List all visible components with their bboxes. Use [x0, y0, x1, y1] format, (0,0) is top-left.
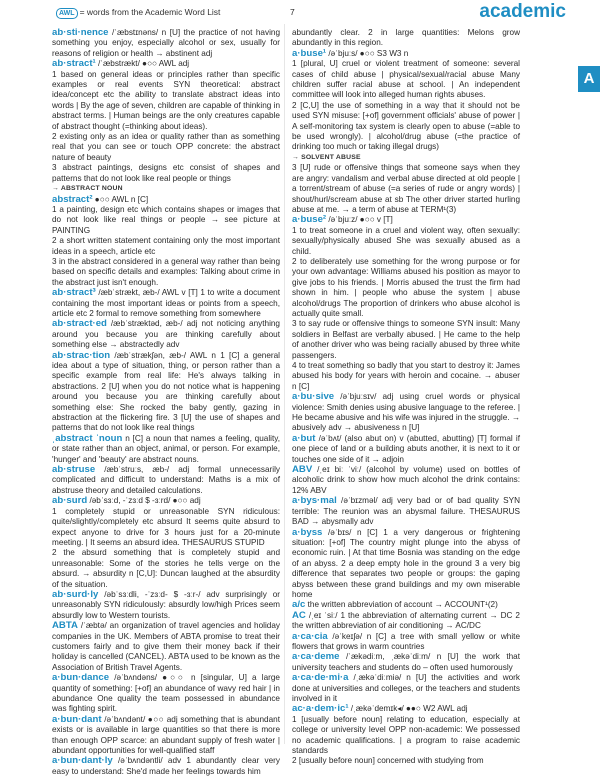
- headword: a·ca·de·mi·a: [292, 672, 349, 684]
- headword: ab·sti·nence: [52, 27, 109, 38]
- entry-text: /æbˈstræktəd, æb-/ adj not noticing anything around you because you are thinking carefully about something else → abstractedly adv: [52, 319, 280, 350]
- headword: a·ca·cia: [292, 630, 328, 642]
- definition: 2 the absurd something that is completely stupid and unreasonable: Some of the stories he tells verge on the absurd. → absurdity n [C,U]: Duncan laughed at the absurdity of the situation.: [52, 548, 280, 589]
- right-column: [292, 28, 521, 766]
- dictionary-entry: [52, 756, 280, 777]
- dictionary-entry: [52, 465, 280, 496]
- headword: ABTA: [52, 620, 78, 632]
- headword: ab·stract¹: [52, 58, 96, 70]
- definition: 2 [C,U] the use of something in a way that it should not be used SYN misuse: [+of] government officials' abuse of power | A self-monitoring tax system is clearly open to abuse (=able to be used wrongly). | alcohol/drug abuse (=the practice of drinking too much or taking illegal drugs): [292, 100, 520, 152]
- page-header: [0, 0, 600, 24]
- dictionary-entry: [52, 319, 280, 350]
- headword: a·ca·deme: [292, 651, 340, 663]
- entry-text: ●○○ AWL n [C]: [92, 194, 149, 204]
- headword: ab·surd·ly: [52, 588, 99, 600]
- entry-text: the written abbreviation of account → ACCOUNT¹(2): [305, 600, 498, 610]
- definition: 1 based on general ideas or principles rather than specific examples or real events SYN theoretical: abstract idea/concept etc the ability to translate abstract ideas into words | By the age of seven, children are capable of thinking in abstract terms. | Human beings are the only creatures capable of abstract thought (=thinking about ideas).: [52, 69, 280, 131]
- dictionary-entry: [52, 28, 280, 59]
- dictionary-entry: [292, 611, 520, 632]
- headword: a·bun·dant·ly: [52, 755, 113, 767]
- headword: a·byss: [292, 526, 323, 538]
- headword: ab·stract³: [52, 287, 96, 299]
- dictionary-entry: [52, 195, 280, 205]
- entry-text: /əˈbjuːsɪv/ adj using cruel words or physical violence: Smith denies using abusive language to the referee. | He became abusive and his wife was injured in the struggle. → abusively adv → abusiveness n [U]: [292, 392, 521, 433]
- headword: ac·a·dem·ic¹: [292, 703, 349, 715]
- entry-text: /ˈæbtə/ an organization of travel agencies and holiday companies in the UK. Members of ABTA promise to treat their customers fairly and to give them their money back if their holiday is cancelled (CANCEL). ABTA used to be known as the Association of British Travel Agents.: [52, 621, 280, 672]
- entry-text: /ˈækədiːm, ˌækəˈdiːm/ n [U] the work that university teachers and students do – often used humorously: [292, 652, 520, 672]
- entry-text: /əˈbʌt/ (also abut on) v (abutted, abutting) [T] formal if one piece of land or a building abuts another, it is next to it or touches one side of it → adjoin: [292, 433, 520, 464]
- dictionary-entry: [292, 704, 520, 714]
- cross-reference: → ABSTRACT NOUN: [52, 185, 123, 193]
- dictionary-entry: [52, 434, 280, 465]
- entry-text: n [C] a noun that names a feeling, quality, or state rather than an object, animal, or person. For example, 'hunger' and 'beauty' are abstract nouns.: [52, 433, 281, 464]
- headword: ab·surd: [52, 495, 88, 507]
- dictionary-entry: [292, 392, 520, 434]
- awl-legend: [56, 7, 220, 19]
- entry-text: /əˈbɪzməl/ adj very bad or of bad quality SYN terrible: The reunion was an abysmal failure. THESAURUS BAD → abysmally adv: [292, 496, 520, 527]
- definition: 1 [usually before noun] relating to education, especially at college or university level OPP non-academic: We possessed no academic qualifications. | a program to raise academic standards: [292, 714, 520, 756]
- entry-text: /əˈbʌndənt/ ●○○ adj something that is abundant exists or is available in large quantities so that there is more than enough OPP scarce: an abundant supply of fresh water | abundant opportunities for well-qualified staff: [52, 714, 280, 756]
- dictionary-entry: [52, 351, 280, 434]
- column-divider: [284, 24, 285, 744]
- headword: a·bys·mal: [292, 495, 337, 507]
- headword: ABV: [292, 464, 313, 476]
- headword: ˌabstract ˈnoun: [52, 432, 123, 444]
- definition: 1 a painting, design etc which contains shapes or images that do not look like real things or people → see picture at PAINTING: [52, 204, 280, 235]
- headword: a·bu·sive: [292, 391, 335, 403]
- awl-badge: AWL: [56, 8, 78, 19]
- headword: a·buse²: [292, 214, 327, 226]
- entry-text: /ˈæbstrækt/ ●○○ AWL adj: [95, 59, 190, 69]
- entry-text: /əˈkeɪʃə/ n [C] a tree with small yellow or white flowers that grows in warm countries: [292, 631, 520, 651]
- page-number: 7: [290, 7, 295, 17]
- headword: ab·stract·ed: [52, 318, 107, 330]
- dictionary-entry: [292, 496, 520, 527]
- entry-text: /əˈbjuːs/ ●○○ S3 W3 n: [326, 48, 409, 58]
- entry-text: /əbˈsɜːdli, -ˈzɜːd- $ -ɜːr-/ adv surprisingly or unreasonably SYN ridiculously: absurdly low/high Prices seem absurdly low to Western tourists.: [52, 589, 280, 620]
- cross-reference: → SOLVENT ABUSE: [292, 153, 361, 161]
- definition: 4 to treat something so badly that you start to destroy it: James abused his body for years with heroin and cocaine. → abuser n [C]: [292, 361, 520, 391]
- dictionary-entry: [52, 496, 280, 506]
- entry-text: /ˌeɪ biː ˈviː/ (alcohol by volume) used on bottles of alcoholic drink to show how much alcohol the drink contains: 12% ABV: [292, 465, 520, 495]
- dictionary-entry: [52, 590, 280, 621]
- headword: AC: [292, 609, 306, 621]
- entry-text: /ˌeɪ ˈsiː/ 1 the abbreviation of alternating current → DC 2 the written abbreviation of air conditioning → AC/DC: [292, 610, 520, 631]
- headword: ab·strac·tion: [52, 349, 111, 361]
- entry-text: /æbˈstrækt, æb-/ AWL v [T] 1 to write a document containing the most important ideas or points from a speech, article etc 2 formal to remove something from somewhere: [52, 288, 280, 318]
- dictionary-entry: [52, 288, 280, 319]
- entry-text: /əˈbɪs/ n [C] 1 a very dangerous or frightening situation: [+of] The country might plunge into the abyss of economic ruin. | At that time Bosnia was standing on the edge of an abyss. 2 a deep empty hole in the ground 3 a very big difference that separates two people or groups: the gaping abyss between these grand buildings and my own miserable home: [292, 527, 520, 599]
- dictionary-entry: [292, 465, 520, 496]
- entry-text: /æbˈstruːs, æb-/ adj formal unnecessarily complicated and difficult to understand: Maths is a mix of abstruse theory and detailed calculations.: [52, 465, 280, 495]
- entry-text: /əˈbʌndəntli/ adv 1 abundantly clear very easy to understand: She'd made her feelings towards him: [52, 756, 280, 776]
- awl-legend-text: = words from the Academic Word List: [79, 7, 221, 17]
- definition: 2 to deliberately use something for the wrong purpose or for your own advantage: Williams abused his position as mayor to give jobs to his friends. | Morris abused the trust the firm had shown in him. | people who abuse the system | abuse alcohol/drugs The proportion of drinkers who abuse alcohol is actually quite small.: [292, 256, 520, 318]
- headword: a/c: [292, 599, 306, 611]
- headword: a·but: [292, 432, 316, 444]
- definition: abundantly clear. 2 in large quantities: Melons grow abundantly in this region.: [292, 28, 520, 48]
- dictionary-entry: [292, 528, 520, 601]
- left-column: [52, 27, 281, 776]
- entry-text: /əˈbjuːz/ ●○○ v [T]: [326, 215, 393, 225]
- definition: 3 [U] rude or offensive things that someone says when they are angry: vandalism and verbal abuse directed at old people | a torrent/stream of abuse (=a series of rude or angry words) | shout/hurl/scream abuse at sb The other driver started hurling abuse at me. → a term of abuse at TERM¹(3): [292, 163, 520, 214]
- entry-text: /ˈæbstɪnəns/ n [U] the practice of not having something you enjoy, especially alcohol or sex, usually for reasons of religion or health → abstinent adj: [52, 28, 280, 58]
- headword: abstract²: [52, 193, 93, 205]
- definition: 2 a short written statement containing only the most important ideas in a speech, article etc: [52, 236, 280, 256]
- dictionary-entry: [52, 59, 280, 69]
- dictionary-entry: [292, 632, 520, 653]
- definition: 3 to say rude or offensive things to someone SYN insult: Many soldiers in Belfast are verbally abused. | He came to the help of another driver who was being racially abused by three white passengers.: [292, 319, 520, 360]
- definition: 1 to treat someone in a cruel and violent way, often sexually: sexually/physically abused She was sexually abused as a child.: [292, 225, 520, 256]
- entry-text: /ˌækəˈdemɪk◂/ ●●○ W2 AWL adj: [348, 704, 468, 714]
- dictionary-entry: [52, 621, 280, 673]
- entry-text: /ˌækəˈdiːmiə/ n [U] the activities and work done at universities and colleges, or the teachers and students involved in it: [292, 673, 520, 703]
- definition: 2 existing only as an idea or quality rather than as something real that you can see or touch OPP concrete: the abstract nature of beauty: [52, 132, 280, 162]
- definition: 1 completely stupid or unreasonable SYN ridiculous: quite/slightly/completely etc absurd It seems quite absurd to expect anyone to drive for 3 hours just for a 20-minute meeting. | It seems an absurd idea. THESAURUS STUPID: [52, 506, 280, 547]
- dictionary-entry: [292, 600, 520, 610]
- entry-text: /æbˈstrækʃən, æb-/ AWL n 1 [C] a general idea about a type of situation, thing, or person rather than a specific example from real life: He's always talking in abstractions. 2 [U] when you do not notice what is happening around you because you are thinking carefully about something else: She rocked the baby gently, gazing in abstraction at the flickering fire. 3 [U] the use of shapes and patterns that do not look like real things: [52, 350, 280, 433]
- definition: 3 abstract paintings, designs etc consist of shapes and patterns that do not look like real people or things: [52, 163, 280, 183]
- headword: a·buse¹: [292, 47, 327, 59]
- dictionary-entry: [292, 49, 520, 59]
- dictionary-entry: [292, 215, 520, 225]
- definition: 2 [usually before noun] concerned with studying from: [292, 756, 484, 766]
- entry-text: /əˈbʌndəns/ ●○○ n [singular, U] a large quantity of something: [+of] an abundance of wavy red hair | in abundance One quality the team possessed in abundance was fighting spirit.: [52, 673, 280, 714]
- dictionary-entry: [292, 652, 520, 673]
- definition: 3 in the abstract considered in a general way rather than being based on specific details and examples: Talking about crime in the abstract just isn't enough.: [52, 256, 280, 287]
- thumb-index-tab[interactable]: A: [578, 66, 600, 92]
- headword: a·bun·dance: [52, 672, 110, 684]
- guide-word: academic: [479, 1, 566, 22]
- definition: 1 [plural, U] cruel or violent treatment of someone: several cases of child abuse | physical/sexual/racial abuse Many children suffer racial abuse at school. | An independent committee will look into alleged human rights abuses.: [292, 59, 520, 100]
- dictionary-entry: [52, 673, 280, 715]
- headword: a·bun·dant: [52, 713, 102, 725]
- dictionary-entry: [292, 434, 520, 465]
- dictionary-entry: [52, 715, 280, 757]
- entry-text: /əbˈsɜːd, -ˈzɜːd $ -ɜːrd/ ●○○ adj: [87, 496, 201, 506]
- headword: ab·struse: [52, 464, 96, 476]
- dictionary-entry: [292, 673, 520, 704]
